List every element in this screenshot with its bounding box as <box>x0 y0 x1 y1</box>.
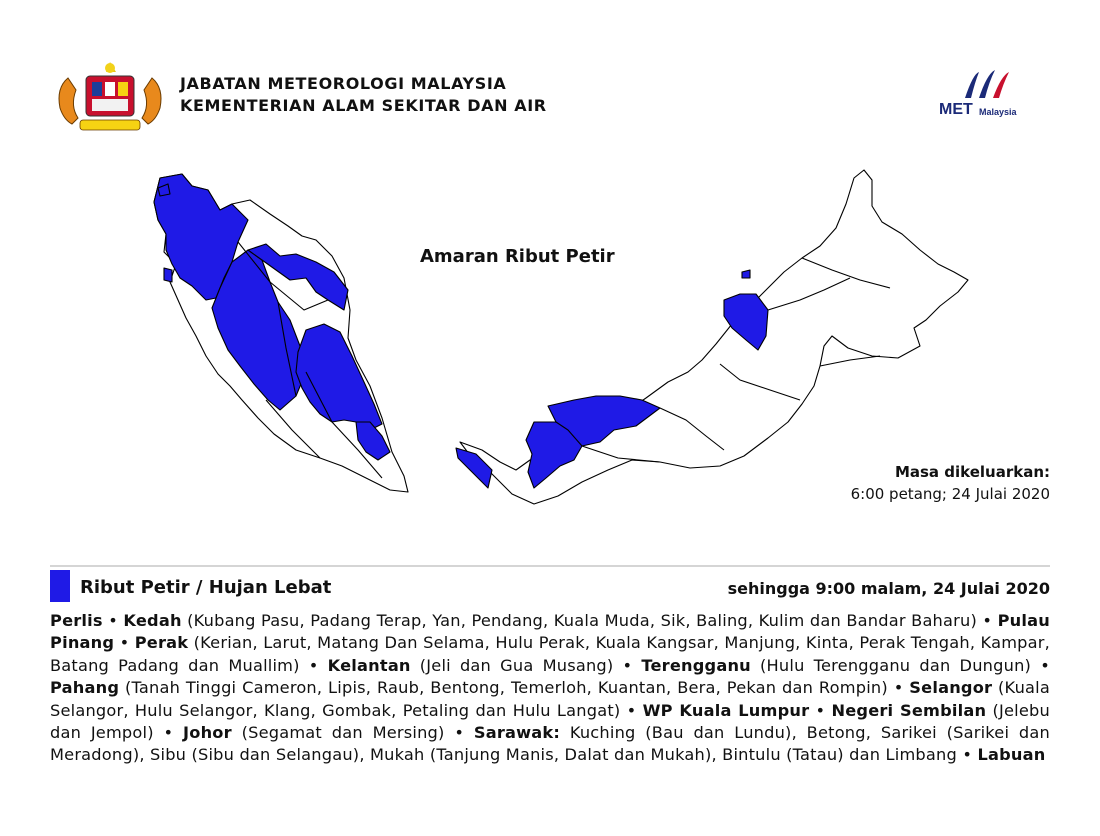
area-districts: (Hulu Terengganu dan Dungun) <box>760 655 1032 675</box>
area-state: Selangor <box>909 678 993 698</box>
area-state: Sarawak: <box>473 723 561 743</box>
issued-label: Masa dikeluarkan: <box>894 463 1050 481</box>
affected-areas-list <box>50 610 1050 767</box>
area-state: Labuan <box>977 745 1046 765</box>
area-state: Pulau Pinang <box>50 611 1050 653</box>
ministry-name: KEMENTERIAN ALAM SEKITAR DAN AIR <box>180 96 547 115</box>
area-districts: (Tanah Tinggi Cameron, Lipis, Raub, Bentong, Temerloh, Kuantan, Bera, Pekan dan Rompin) <box>124 678 888 698</box>
agency-name: JABATAN METEOROLOGI MALAYSIA <box>180 74 507 93</box>
area-item: Perak (Kerian, Larut, Matang Dan Selama, Hulu Perak, Kuala Kangsar, Manjung, Kinta, Perak Tengah, Kampar, Batang Padang dan Muallim) • <box>50 633 1050 675</box>
area-item: Sarawak: Kuching (Bau dan Lundu), Betong, Sarikei (Sarikei dan Meradong), Sibu (Sibu dan Selangau), Mukah (Tanjung Manis, Dalat dan Mukah), Bintulu (Tatau) dan Limbang • <box>50 723 1050 765</box>
coat-of-arms-logo <box>50 58 170 134</box>
area-state: Perak <box>134 633 189 653</box>
area-item: Selangor (Kuala Selangor, Hulu Selangor, Klang, Gombak, Petaling dan Hulu Langat) • <box>50 678 1050 720</box>
area-state: Terengganu <box>641 655 751 675</box>
area-state: Johor <box>183 723 232 743</box>
met-logo-text: MET <box>939 101 973 118</box>
map-title: Amaran Ribut Petir <box>420 246 615 267</box>
area-item: Kelantan (Jeli dan Gua Musang) • <box>327 655 633 675</box>
area-state: Pahang <box>50 678 120 698</box>
area-item: Johor (Segamat dan Mersing) • <box>183 723 465 743</box>
warn-area-labuan <box>742 270 750 278</box>
area-item: Negeri Sembilan (Jelebu dan Jempol) • <box>50 700 1050 743</box>
area-item <box>977 745 1045 764</box>
legend-label: Ribut Petir / Hujan Lebat <box>80 577 332 598</box>
area-item: Pulau Pinang • <box>50 611 1050 653</box>
issued-time: 6:00 petang; 24 Julai 2020 <box>850 485 1050 503</box>
area-districts: (Jelebu dan Jempol) <box>50 700 1050 743</box>
area-item: Perlis • <box>50 611 118 630</box>
area-state: WP Kuala Lumpur <box>642 700 810 720</box>
area-state: Negeri Sembilan <box>831 700 987 720</box>
met-logo-subtext: Malaysia <box>979 107 1017 117</box>
area-state: Perlis <box>50 611 103 630</box>
section-divider <box>50 565 1050 567</box>
area-districts: (Jeli dan Gua Musang) <box>419 655 614 675</box>
area-item: Kedah (Kubang Pasu, Padang Terap, Yan, Pendang, Kuala Muda, Sik, Baling, Kulim dan Bandar Baharu) • <box>123 611 993 630</box>
area-districts: (Kuala Selangor, Hulu Selangor, Klang, Gombak, Petaling dan Hulu Langat) <box>50 678 1050 720</box>
area-item: Terengganu (Hulu Terengganu dan Dungun) • <box>641 655 1050 675</box>
area-districts: Kuching (Bau dan Lundu), Betong, Sarikei (Sarikei dan Meradong), Sibu (Sibu dan Selangau), Mukah (Tanjung Manis, Dalat dan Mukah), Bintulu (Tatau) dan Limbang <box>50 723 1050 765</box>
warn-area-penang <box>164 268 172 282</box>
area-districts: (Kerian, Larut, Matang Dan Selama, Hulu Perak, Kuala Kangsar, Manjung, Kinta, Perak Tengah, Kampar, Batang Padang dan Muallim) <box>50 633 1050 675</box>
valid-until: sehingga 9:00 malam, 24 Julai 2020 <box>727 579 1050 598</box>
legend-swatch <box>50 570 70 602</box>
area-item: WP Kuala Lumpur • <box>642 700 826 720</box>
area-districts: (Segamat dan Mersing) <box>241 723 445 743</box>
met-malaysia-logo <box>935 68 1050 122</box>
area-districts: (Kubang Pasu, Padang Terap, Yan, Pendang, Kuala Muda, Sik, Baling, Kulim dan Bandar Baharu) <box>187 611 977 630</box>
area-item: Pahang (Tanah Tinggi Cameron, Lipis, Raub, Bentong, Temerloh, Kuantan, Bera, Pekan dan Rompin) • <box>50 678 904 698</box>
area-state: Kedah <box>123 611 182 630</box>
area-state: Kelantan <box>327 655 411 675</box>
